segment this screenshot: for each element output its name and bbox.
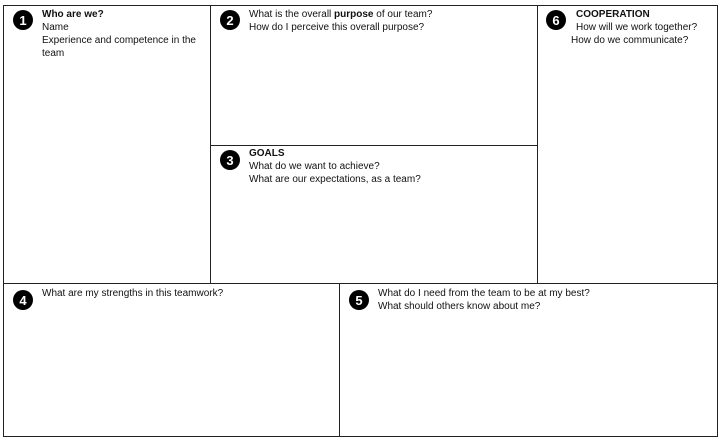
cooperation-text — [576, 8, 697, 34]
know-about-me-question: What should others know about me? — [378, 301, 541, 312]
cooperation-section[interactable] — [537, 5, 718, 284]
purpose-question-pre: What is the overall — [249, 9, 335, 20]
purpose-keyword: purpose — [334, 9, 374, 20]
needs-question: What do I need from the team to be at my best? — [378, 288, 590, 299]
purpose-text — [249, 8, 432, 34]
number-badge-6: 6 — [546, 10, 566, 30]
strengths-section[interactable] — [3, 283, 340, 437]
experience-prompt-cont: team — [42, 48, 65, 59]
who-are-we-title: Who are we? — [42, 9, 104, 20]
needs-section[interactable] — [339, 283, 718, 437]
strengths-text — [42, 287, 223, 300]
purpose-question — [249, 8, 432, 21]
goals-text — [249, 147, 421, 186]
who-are-we-text — [42, 8, 196, 60]
work-together-question: How will we work together? — [576, 22, 698, 33]
cooperation-title: COOPERATION — [576, 9, 650, 20]
communicate-text — [571, 34, 688, 47]
who-are-we-section[interactable] — [3, 5, 211, 284]
goals-section[interactable] — [210, 145, 538, 284]
purpose-section[interactable] — [210, 5, 538, 146]
perceive-purpose-question: How do I perceive this overall purpose? — [249, 22, 425, 33]
purpose-question-post: of our team? — [373, 9, 433, 20]
name-prompt: Name — [42, 22, 69, 33]
number-badge-3: 3 — [220, 150, 240, 170]
strengths-question: What are my strengths in this teamwork? — [42, 288, 224, 299]
number-badge-5: 5 — [349, 290, 369, 310]
experience-prompt: Experience and competence in the — [42, 35, 196, 46]
number-badge-1: 1 — [13, 10, 33, 30]
goals-title: GOALS — [249, 148, 285, 159]
needs-text — [378, 287, 590, 313]
achieve-question: What do we want to achieve? — [249, 161, 380, 172]
expectations-question: What are our expectations, as a team? — [249, 174, 421, 185]
number-badge-4: 4 — [13, 290, 33, 310]
number-badge-2: 2 — [220, 10, 240, 30]
communicate-question: How do we communicate? — [571, 35, 689, 46]
